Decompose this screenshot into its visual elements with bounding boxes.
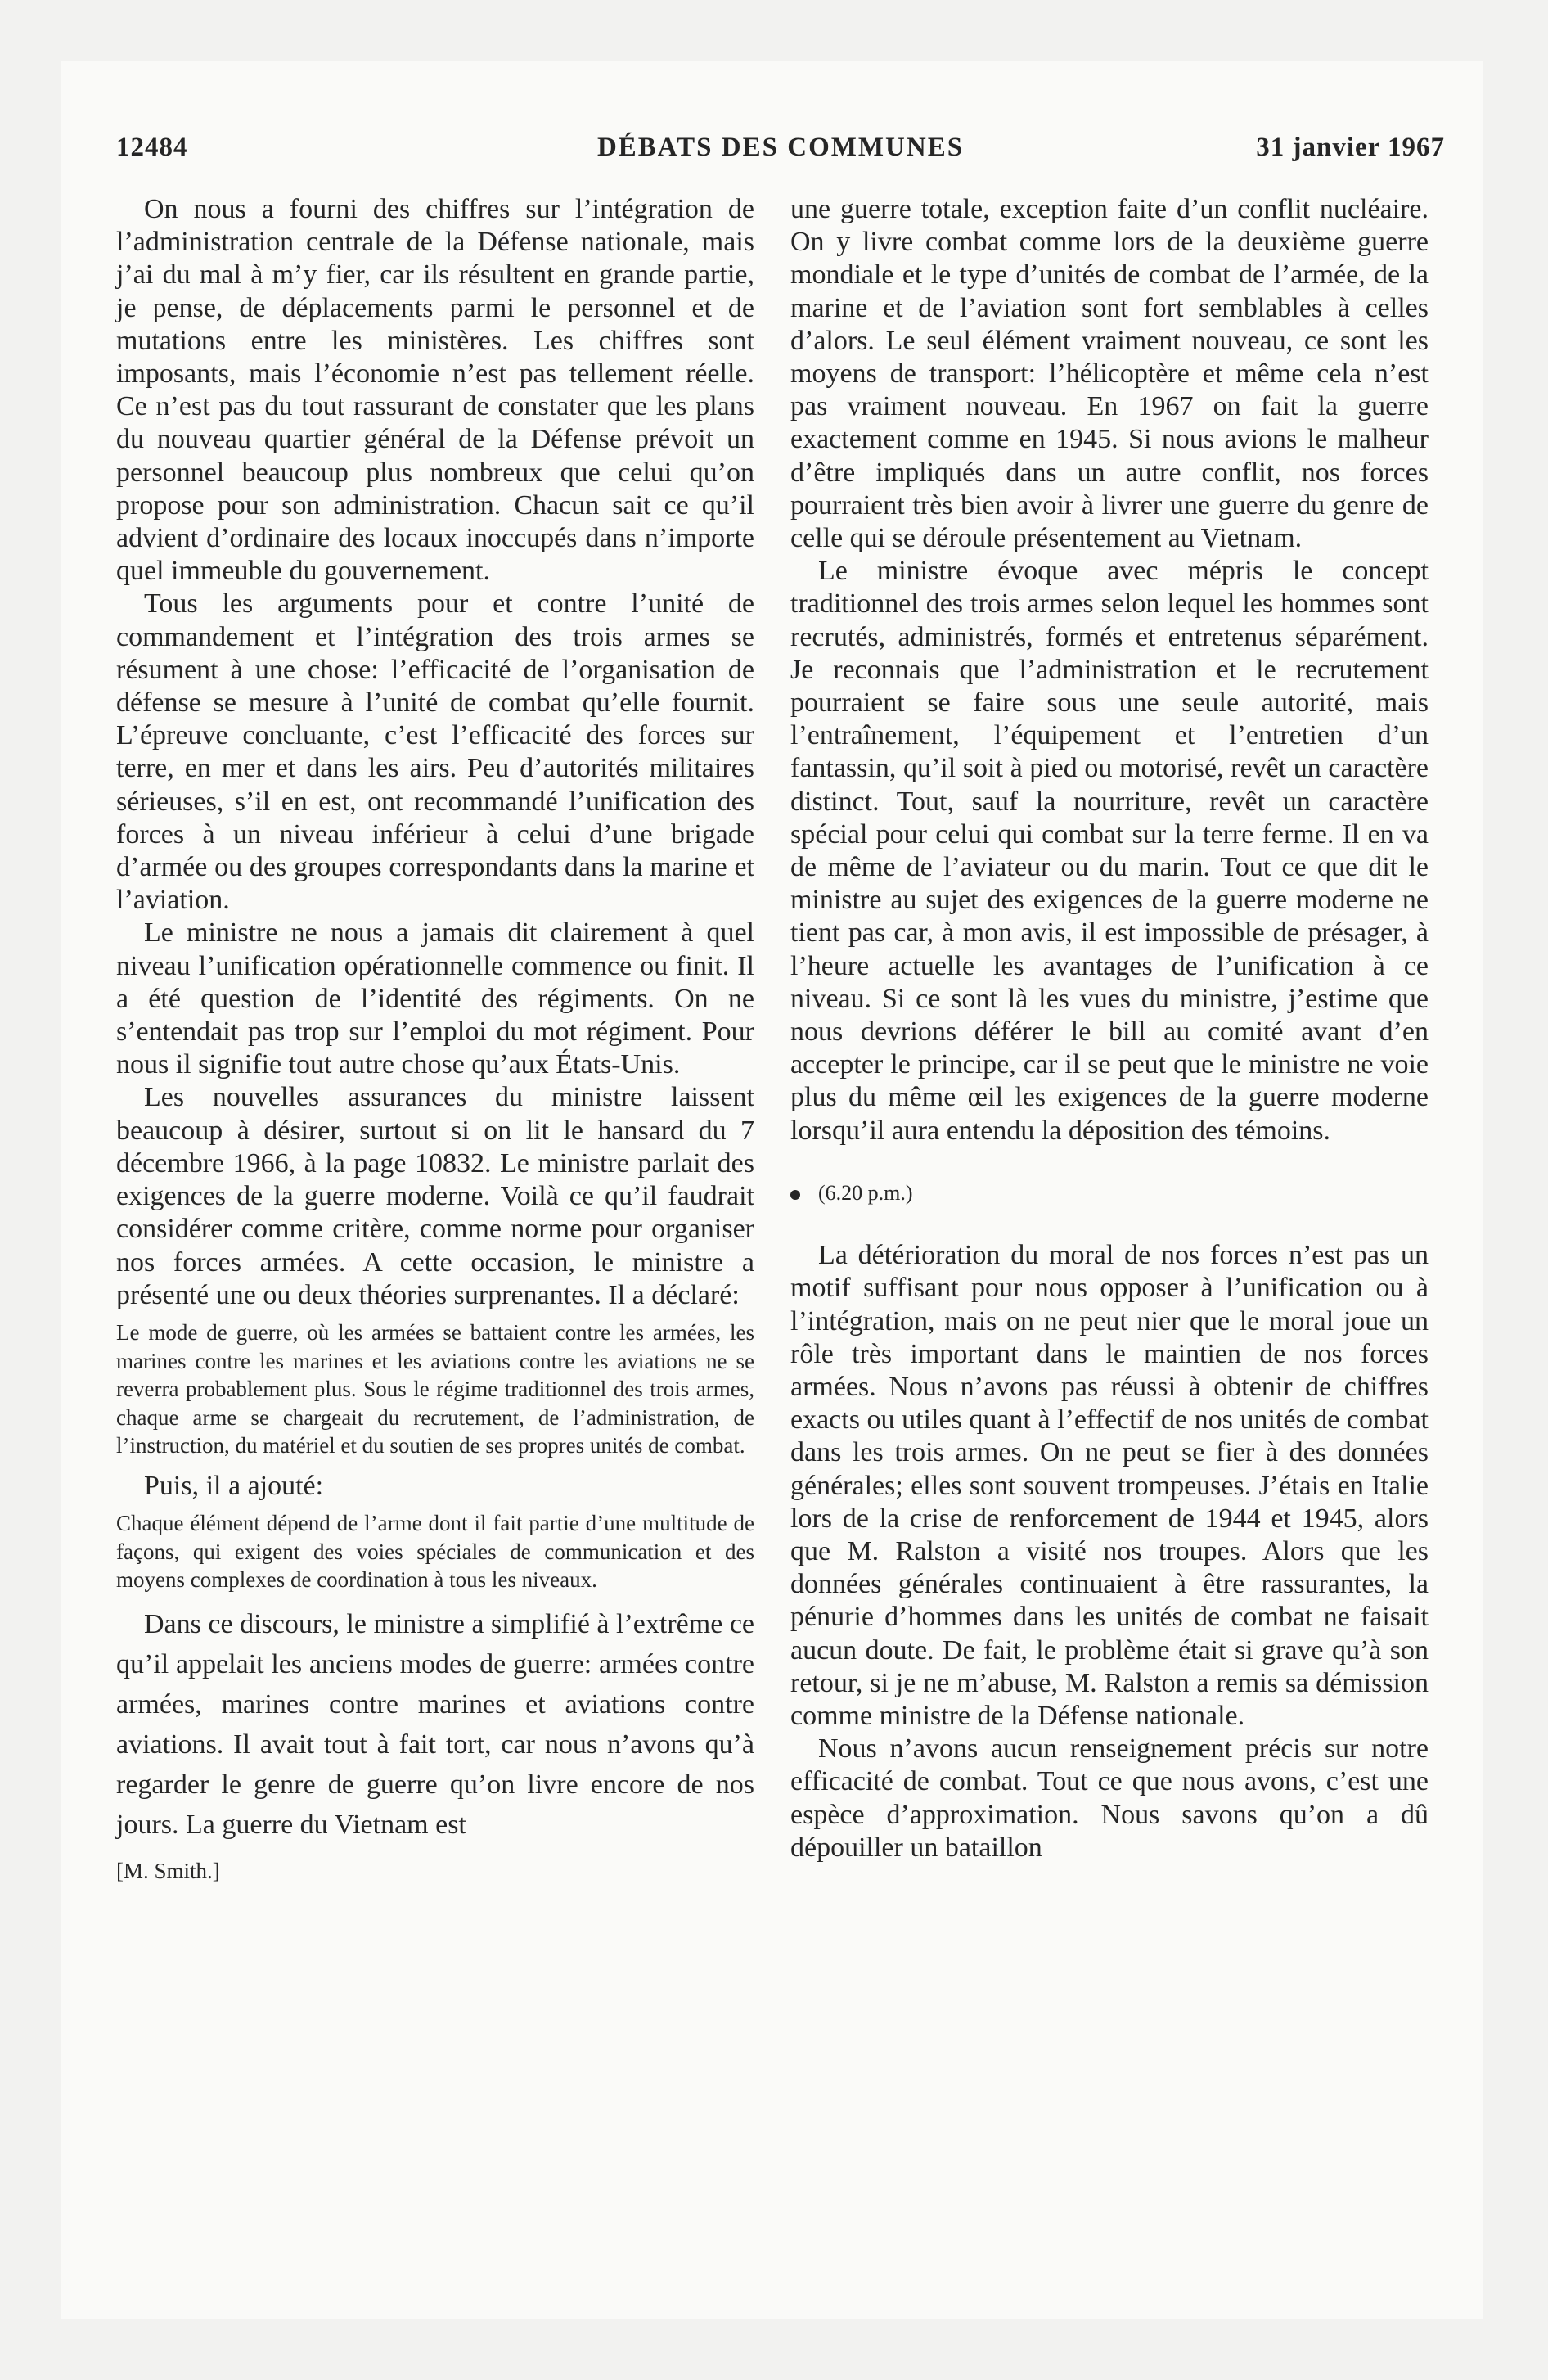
publication-title: DÉBATS DES COMMUNES [596, 133, 965, 162]
paragraph: Puis, il a ajouté: [144, 1470, 324, 1501]
bullet-icon [790, 1190, 800, 1200]
timestamp: (6.20 p.m.) [818, 1180, 913, 1205]
page-header [116, 133, 1445, 170]
paragraph: Tous les arguments pour et contre l’unité de commandement et l’intégration des trois armes se résument à une chose: l’efficacité de l’organisation de défense se mesure à l’unité de combat qu’elle fournit. L’épreuve concluante, c’est l’efficacité des forces sur terre, en mer et dans les airs. Peu d’autorités militaires sérieuses, s’il en est, ont recommandé l’unification des forces à un niveau inférieur à celui d’une brigade d’armée ou des groupes correspondants dans la marine et l’aviation. [116, 588, 754, 916]
timestamp-line [790, 1177, 1429, 1210]
right-column [790, 193, 1429, 1864]
paragraph: Les nouvelles assurances du ministre laissent beaucoup à désirer, surtout si on lit le hansard du 7 décembre 1966, à la page 10832. Le ministre parlait des exigences de la guerre moderne. Voilà ce qu’il faudrait considérer comme critère, comme norme pour organiser nos forces armées. A cette occasion, le ministre a présenté une ou deux théories surprenantes. Il a déclaré: [116, 1082, 754, 1310]
paragraph: Le ministre ne nous a jamais dit clairement à quel niveau l’unification opérationnelle commence ou finit. Il a été question de l’identité des régiments. On ne s’entendait pas trop sur l’emploi du mot régiment. Pour nous il signifie tout autre chose qu’aux États-Unis. [116, 917, 754, 1080]
paragraph: Dans ce discours, le ministre a simplifié à l’extrême ce qu’il appelait les anciens modes de guerre: armées contre armées, marines contre marines et aviations contre aviations. Il avait tout à fait tort, car nous n’avons qu’à regarder le genre de guerre qu’on livre encore de nos jours. La guerre du Vietnam est [116, 1608, 754, 1840]
left-column [116, 193, 754, 1887]
block-quote: Chaque élément dépend de l’arme dont il fait partie d’une multitude de façons, qui exigent des voies spéciales de communication et des moyens complexes de coordination à tous les niveaux. [116, 1511, 754, 1593]
issue-date: 31 janvier 1967 [1256, 133, 1445, 162]
page-number: 12484 [116, 133, 188, 162]
paragraph: Nous n’avons aucun renseignement précis sur notre efficacité de combat. Tout ce que nous avons, c’est une espèce d’approximation. Nous savons qu’on a dû dépouiller un bataillon [790, 1733, 1429, 1863]
block-quote: Le mode de guerre, où les armées se battaient contre les armées, les marines contre les marines et les aviations contre les aviations ne se reverra probablement plus. Sous le régime traditionnel des trois armes, chaque arme se chargeait du recrutement, de l’administration, de l’instruction, du matériel et du soutien de ses propres unités de combat. [116, 1319, 754, 1458]
paragraph: La détérioration du moral de nos forces n’est pas un motif suffisant pour nous opposer à l’unification ou à l’intégration, mais on ne peut nier que le moral joue un rôle très important dans le maintien de nos forces armées. Nous n’avons pas réussi à obtenir de chiffres exacts ou utiles quant à l’effectif de nos unités de combat dans les trois armes. On ne peut se fier à des données générales; elles sont souvent trompeuses. J’étais en Italie lors de la crise de renforcement de 1944 et 1945, alors que M. Ralston a visité nos troupes. Alors que les données générales continuaient à être rassurantes, la pénurie d’hommes dans les unités de combat ne faisait aucun doute. De fait, le problème était si grave qu’à son retour, si je ne m’abuse, M. Ralston a remis sa démission comme ministre de la Défense nationale. [790, 1240, 1429, 1731]
paragraph: On nous a fourni des chiffres sur l’intégration de l’administration centrale de la Défense nationale, mais j’ai du mal à m’y fier, car ils résultent en grande partie, je pense, de déplacements parmi le personnel et de mutations entre les ministères. Les chiffres sont imposants, mais l’économie n’est pas tellement réelle. Ce n’est pas du tout rassurant de constater que les plans du nouveau quartier général de la Défense prévoit un personnel beaucoup plus nombreux que celui qu’on propose pour son administration. Chacun sait ce qu’il advient d’ordinaire des locaux inoccupés dans n’importe quel immeuble du gouvernement. [116, 194, 754, 587]
paragraph: une guerre totale, exception faite d’un conflit nucléaire. On y livre combat comme lors de la deuxième guerre mondiale et le type d’unités de combat de l’armée, de la marine et de l’aviation sont fort semblables à celles d’alors. Le seul élément vraiment nouveau, ce sont les moyens de transport: l’hélicoptère et même cela n’est pas vraiment nouveau. En 1967 on fait la guerre exactement comme en 1945. Si nous avions le malheur d’être impliqués dans un autre conflit, nos forces pourraient très bien avoir à livrer une guerre du genre de celle qui se déroule présentement au Vietnam. [790, 194, 1429, 554]
paragraph: Le ministre évoque avec mépris le concept traditionnel des trois armes selon lequel les hommes sont recrutés, administrés, formés et entretenus séparément. Je reconnais que l’administration et le recrutement pourraient se faire sous une seule autorité, mais l’entraînement, l’équipement et l’entretien d’un fantassin, qu’il soit à pied ou motorisé, revêt un caractère distinct. Tout, sauf la nourriture, revêt un caractère spécial pour celui qui combat sur la terre ferme. Il en va de même de l’aviateur ou du marin. Tout ce que dit le ministre au sujet des exigences de la guerre moderne ne tient pas car, à mon avis, il est impossible de présager, à l’heure actuelle les avantages de l’unification à ce niveau. Si ce sont là les vues du ministre, j’estime que nous devrions déférer le bill au comité avant d’en accepter le principe, car il se peut que le ministre ne voie plus du même œil les exigences de la guerre moderne lorsqu’il aura entendu la déposition des témoins. [790, 556, 1429, 1146]
speaker-attribution: [M. Smith.] [116, 1858, 220, 1883]
